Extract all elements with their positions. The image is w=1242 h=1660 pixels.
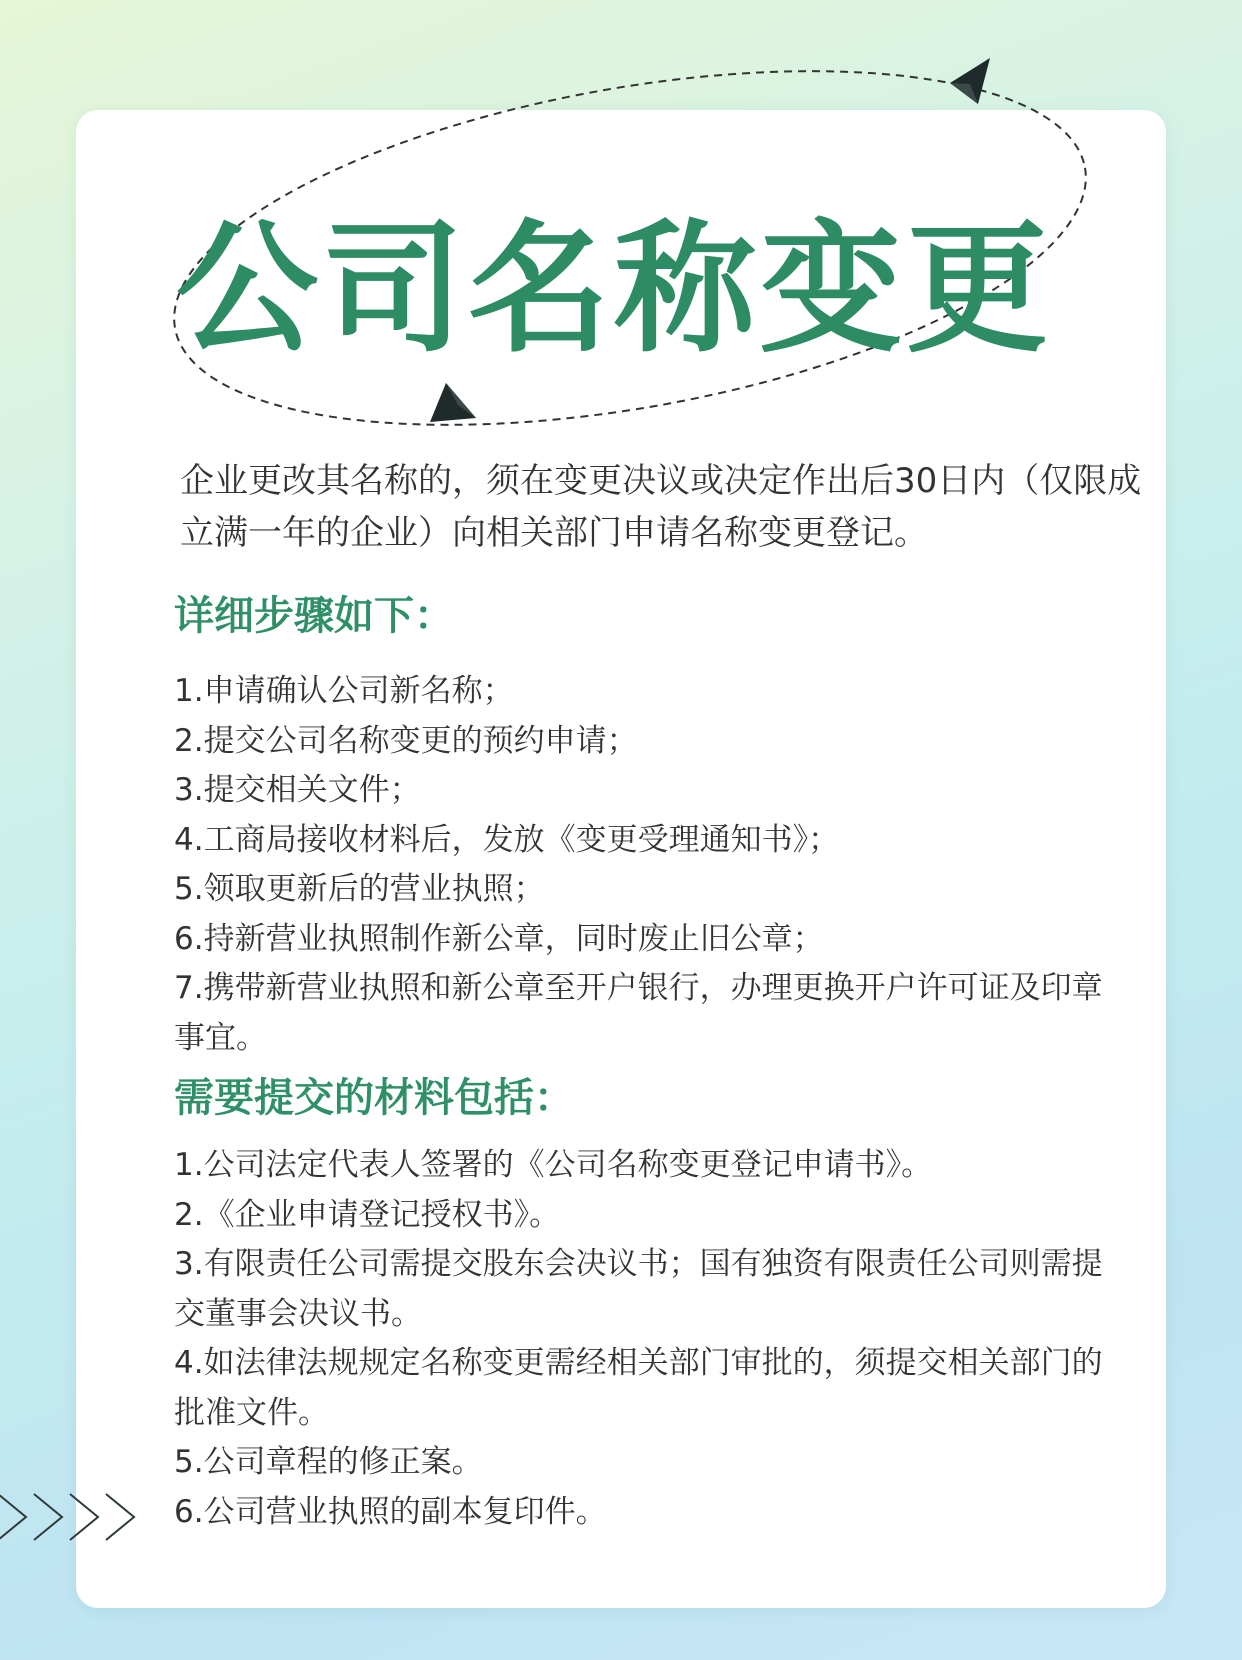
step-item: 7.携带新营业执照和新公章至开户银行，办理更换开户许可证及印章事宜。 xyxy=(174,970,1103,1056)
material-item: 1.公司法定代表人签署的《公司名称变更登记申请书》。 xyxy=(174,1147,933,1183)
chevron-right-icon xyxy=(34,1494,62,1540)
page-title: 公司名称变更 xyxy=(176,207,1052,372)
chevron-right-icon xyxy=(0,1494,26,1540)
step-item: 6.持新营业执照制作新公章，同时废止旧公章； xyxy=(174,920,824,957)
step-item: 2.提交公司名称变更的预约申请； xyxy=(174,722,638,759)
chevron-right-icon xyxy=(106,1494,134,1540)
material-item: 2.《企业申请登记授权书》。 xyxy=(174,1196,561,1233)
material-item: 3.有限责任公司需提交股东会决议书；国有独资有限责任公司则需提交董事会决议书。 xyxy=(174,1246,1103,1332)
paper-plane-icon xyxy=(950,58,990,104)
material-item: 4.如法律法规规定名称变更需经相关部门审批的，须提交相关部门的批准文件。 xyxy=(174,1345,1103,1431)
step-item: 1.申请确认公司新名称； xyxy=(174,673,514,709)
step-item: 4.工商局接收材料后，发放《变更受理通知书》； xyxy=(174,821,840,858)
material-item: 6.公司营业执照的副本复印件。 xyxy=(174,1493,607,1530)
steps-heading: 详细步骤如下： xyxy=(174,593,454,639)
intro-paragraph: 企业更改其名称的，须在变更决议或决定作出后30日内（仅限成立满一年的企业）向相关部门申请名称变更登记。 xyxy=(180,461,1142,553)
material-item: 5.公司章程的修正案。 xyxy=(174,1444,483,1480)
steps-list xyxy=(174,667,1124,1063)
step-item: 3.提交相关文件； xyxy=(174,772,421,808)
materials-heading: 需要提交的材料包括： xyxy=(174,1075,574,1121)
chevron-decoration xyxy=(0,1488,150,1546)
chevron-right-icon xyxy=(70,1494,98,1540)
materials-list xyxy=(174,1141,1124,1537)
step-item: 5.领取更新后的营业执照； xyxy=(174,871,545,907)
